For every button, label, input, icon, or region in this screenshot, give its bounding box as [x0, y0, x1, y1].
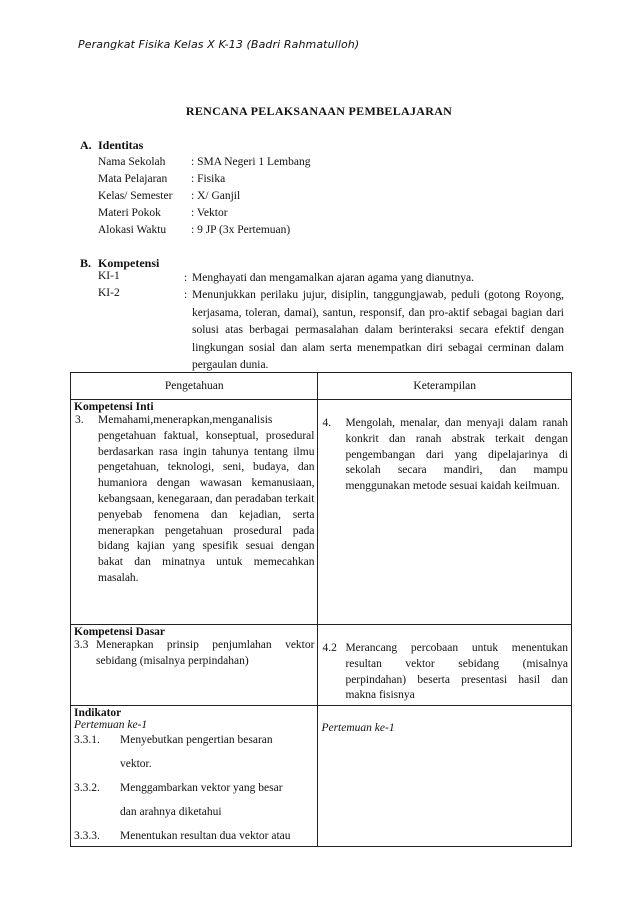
- indicator-text: Menggambarkan vektor yang besar: [120, 782, 283, 795]
- section-b-letter: B.: [80, 256, 92, 270]
- identity-value: : SMA Negeri 1 Lembang: [191, 156, 311, 168]
- identity-value: : Fisika: [191, 173, 226, 185]
- indicator-item: [74, 731, 314, 773]
- ki1-text: Menghayati dan mengamalkan ajaran agama yang dianutnya.: [192, 272, 474, 284]
- indicator-text: Menentukan resultan dua vektor atau: [120, 830, 291, 843]
- indicator-row: [71, 706, 572, 847]
- ki1-text-block: [184, 270, 564, 288]
- ki4-text: Mengolah, menalar, dan menyaji dalam ranah konkrit dan ranah abstrak terkait dengan pengembangan dari yang dipelajarinya di sekolah secara mandiri, dan mampu menggunakan metode sesuai kaidah keilmuan.: [345, 417, 568, 493]
- kd-4-2-text: Merancang percobaan untuk menentukan resultan vektor sebidang (misalnya perpindahan) beserta presentasi hasil dan makna fisisnya: [345, 642, 568, 702]
- identity-key: Materi Pokok: [98, 207, 161, 219]
- running-header: Perangkat Fisika Kelas X K-13 (Badri Rahmatulloh): [78, 38, 360, 51]
- ki2-text: Menunjukkan perilaku jujur, disiplin, tanggungjawab, peduli (gotong Royong, kerjasama, toleran, damai), santun, responsif, dan pro-aktif sebagai bagian dari solusi atas berbagai permasalahan dalam berinteraksi secara efektif dengan lingkungan sosial dan alam serta menempatkan diri sebagai cerminan dalam pergaulan dunia.: [192, 289, 564, 371]
- session-label: Pertemuan ke-1: [321, 722, 395, 735]
- item-number: 4.: [322, 417, 332, 429]
- section-a-title: Identitas: [98, 138, 144, 152]
- core-competency-row: [71, 400, 572, 625]
- item-number: 3.3: [74, 639, 89, 651]
- basic-competency-knowledge-cell: [71, 625, 318, 706]
- section-a-letter: A.: [80, 138, 92, 152]
- colon: :: [184, 289, 188, 301]
- item-number: 3.3.1.: [74, 734, 100, 747]
- ki1-label: KI-1: [98, 270, 120, 282]
- kd-4-2-item: [321, 641, 568, 704]
- item-number: 3.3.2.: [74, 782, 100, 795]
- ki2-label: KI-2: [98, 287, 120, 299]
- ki3-item: [74, 413, 314, 587]
- basic-competency-skills-cell: [318, 625, 572, 706]
- indicator-knowledge-cell: [71, 706, 318, 847]
- indicator-item: [74, 827, 314, 845]
- ki4-item: [321, 416, 568, 495]
- ki3-text: Memahami,menerapkan,menganalisis pengetahuan faktual, konseptual, prosedural berdasarkan rasa ingin tahunya tentang ilmu pengetahuan, teknologi, seni, budaya, dan humaniora dengan wawasan kemanusiaan, kebangsaan, kenegaraan, dan peradaban terkait penyebab fenomena dan kejadian, serta menerapkan pengetahuan prosedural pada bidang kajian yang spesifik sesuai dengan bakat dan minatnya untuk memecahkan masalah.: [98, 414, 315, 584]
- session-label: Pertemuan ke-1: [74, 719, 148, 732]
- identity-value: : 9 JP (3x Pertemuan): [191, 224, 291, 236]
- column-header-knowledge: Pengetahuan: [71, 373, 318, 400]
- item-number: 3.: [75, 414, 84, 426]
- section-a-heading: [80, 138, 143, 153]
- ki2-text-block: [184, 287, 564, 375]
- identity-key: Nama Sekolah: [98, 156, 166, 168]
- identity-value: : Vektor: [191, 207, 228, 219]
- indicator-text-continued: vektor.: [120, 758, 152, 771]
- identity-key: Mata Pelajaran: [98, 173, 168, 185]
- basic-competency-row: [71, 625, 572, 706]
- indicator-text-continued: dan arahnya diketahui: [120, 806, 222, 819]
- basic-competency-heading: Kompetensi Dasar: [74, 626, 166, 638]
- identity-key: Alokasi Waktu: [98, 224, 167, 236]
- indicator-heading: Indikator: [74, 707, 122, 720]
- column-header-skills: Keterampilan: [318, 373, 572, 400]
- section-b-title: Kompetensi: [98, 256, 160, 270]
- core-competency-skills-cell: [318, 400, 572, 625]
- identity-key: Kelas/ Semester: [98, 190, 173, 202]
- indicator-item: [74, 779, 314, 821]
- kd-3-3-text: Menerapkan prinsip penjumlahan vektor sebidang (misalnya perpindahan): [96, 639, 315, 667]
- indicator-text: Menyebutkan pengertian besaran: [120, 734, 273, 747]
- item-number: 4.2: [322, 642, 337, 654]
- indicator-skills-cell: [318, 706, 572, 847]
- core-competency-knowledge-cell: [71, 400, 318, 625]
- competency-table: [70, 372, 572, 847]
- item-number: 3.3.3.: [74, 830, 100, 843]
- table-header-row: [71, 373, 572, 400]
- core-competency-heading: Kompetensi Inti: [74, 401, 154, 413]
- document-title: RENCANA PELAKSANAAN PEMBELAJARAN: [185, 104, 453, 118]
- section-b-heading: [80, 256, 159, 271]
- colon: :: [184, 272, 188, 284]
- identity-value: : X/ Ganjil: [191, 190, 241, 202]
- kd-3-3-item: [74, 638, 314, 670]
